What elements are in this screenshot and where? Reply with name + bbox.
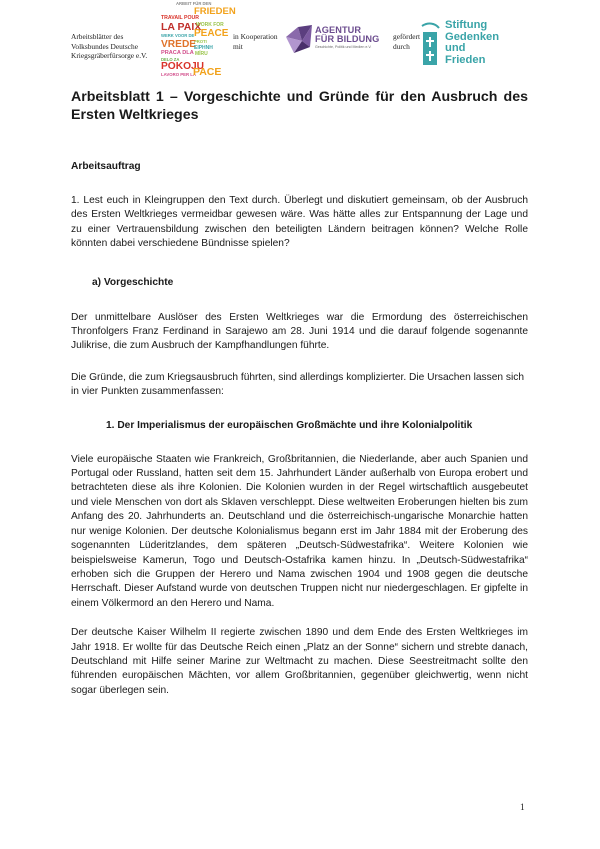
funded-by-line: durch <box>393 41 410 51</box>
cooperation-line: mit <box>233 41 243 51</box>
peace-logo-word: DELO ZA <box>161 57 180 62</box>
document-body <box>71 89 528 698</box>
point-heading-imperialismus: 1. Der Imperialismus der europäischen Großmächte und ihre Kolonialpolitik <box>106 419 473 431</box>
funded-by-line: gefördert <box>393 32 421 41</box>
publisher-line: Volksbundes Deutsche <box>71 41 138 51</box>
publisher-text <box>71 32 147 61</box>
peace-logo-word: TRAVAIL POUR <box>161 15 200 21</box>
task-paragraph: 1. Lest euch in Kleingruppen den Text durch. Überlegt und diskutiert gemeinsam, ob der Ausbruch des Ersten Weltkrieges vermeidbar gewesen wäre. Was hätte alles zur Entspannung der Lage und zu einer Vertrauensbildung zwischen den beteiligten Ländern beitragen können? Welche Rolle könnten dabei verschiedene Bündnisse spielen? <box>71 195 528 250</box>
cooperation-text <box>233 32 278 51</box>
peace-logo-word: WERK VOOR DE <box>161 33 195 38</box>
peace-logo-word: FRIEDEN <box>194 6 236 17</box>
stiftung-line: Stiftung <box>445 19 488 31</box>
peace-logo-word: POKOJU <box>161 61 205 72</box>
page-header <box>0 0 600 80</box>
peace-logo-word: LA PAIX <box>161 21 202 33</box>
stiftung-line: Frieden <box>445 53 486 66</box>
stiftung-line: Gedenken <box>445 30 500 43</box>
peace-logo-word: PRACA DLA <box>161 50 194 56</box>
stiftung-line: und <box>445 42 466 55</box>
paragraph-wilhelm-ii: Der deutsche Kaiser Wilhelm II regierte zwischen 1890 und dem Ende des Ersten Weltkrieges im Jahr 1918. Er wollte für das Deutsche Reich einen „Platz an der Sonne“ sichern und strebte danach, Deutschland mit Hilfe seiner Marine zur Weltmacht zu machen. Diese Seestreitmacht sollte den führenden europäischen Mächten, vor allem Großbritannien, gegenüber gleichwertig, wenn nicht sogar überlegen sein. <box>71 627 528 696</box>
paragraph-ausloeser: Der unmittelbare Auslöser des Ersten Weltkrieges war die Ermordung des österreichischen Thronfolgers Franz Ferdinand in Sarajewo am 28. Juni 1914 und die darauf folgende sogenannte Julikrise, die zum Ausbruch der Kampfhandlungen führte. <box>71 311 528 352</box>
peace-logo-word: MÍRU <box>195 51 208 57</box>
peace-logo-word: PROTI <box>194 39 207 44</box>
agentur-title-line: AGENTUR <box>315 25 362 35</box>
peace-logo-word: ΕΙΡΗΝΗ <box>194 45 213 51</box>
peace-logo-word: LAVORO PER LA <box>161 72 197 77</box>
agentur-subtitle: Geschichte, Politik und Medien e.V. <box>315 45 372 49</box>
peace-logo-word: PEACE <box>194 28 229 39</box>
peace-logo-word: VREDE <box>161 39 197 50</box>
arbeit-fuer-den-frieden-logo <box>160 1 236 78</box>
peace-logo-word: PACE <box>193 66 222 78</box>
agentur-mark-icon <box>284 23 314 57</box>
agentur-title-line: FÜR BILDUNG <box>315 34 380 44</box>
cooperation-line: in Kooperation <box>233 32 278 41</box>
section-heading-vorgeschichte: a) Vorgeschichte <box>92 276 174 288</box>
task-heading: Arbeitsauftrag <box>71 161 141 172</box>
worksheet-title: Arbeitsblatt 1 – Vorgeschichte und Gründe für den Ausbruch des Ersten Weltkrieges <box>71 89 528 123</box>
stiftung-wordmark <box>445 20 499 66</box>
peace-logo-word: ARBEIT FÜR DEN <box>176 1 212 6</box>
peace-logo-word: WORK FOR <box>196 22 224 28</box>
paragraph-kolonialismus: Viele europäische Staaten wie Frankreich, Großbritannien, die Niederlande, aber auch Spanien und Portugal oder Russland, hatten seit dem 15. Jahrhundert Länder außerhalb von Europa erobert und betrachteten diese als ihre Kolonien. Die Kolonien wurden in der Regel wirtschaftlich ausgebeutet und viele Menschen von dort als Sklaven verschleppt. Diese weltweiten Eroberungen hielten bis zum Anfang des 20. Jahrhunderts an. Deutschland und die österreichisch-ungarische Monarchie hatten nur wenige Kolonien. Der deutsche Kolonialismus begann erst im Jahr 1884 mit der Eroberung des sogenannten Lüderitzlandes, dem späteren „Deutsch-Südwestafrika“. Weitere Kolonien wie beispielsweise Kamerun, Togo und Deutsch-Ostafrika kamen hinzu. In „Deutsch-Südwestafrika“ erhoben sich die Gruppen der Herero und Nama zwischen 1904 und 1908 gegen die deutsche Herrschaft. Dieser Aufstand wurde von deutschen Truppen nicht nur niedergeschlagen. Er gipfelte in einem Völkermord an den Herero und Nama. <box>71 453 528 609</box>
stiftung-mark-icon <box>419 20 441 66</box>
page-number: 1 <box>520 803 525 813</box>
stiftung-gedenken-und-frieden-logo <box>419 20 529 68</box>
publisher-line: Arbeitsblätter des <box>71 32 124 41</box>
publisher-line: Kriegsgräberfürsorge e.V. <box>71 51 148 61</box>
agentur-fuer-bildung-logo <box>284 23 384 63</box>
funded-by-text <box>393 32 420 51</box>
paragraph-gruende: Die Gründe, die zum Kriegsausbruch führten, sind allerdings komplizierter. Die Ursachen lassen sich in vier Punkten zusammenfassen: <box>71 371 524 398</box>
